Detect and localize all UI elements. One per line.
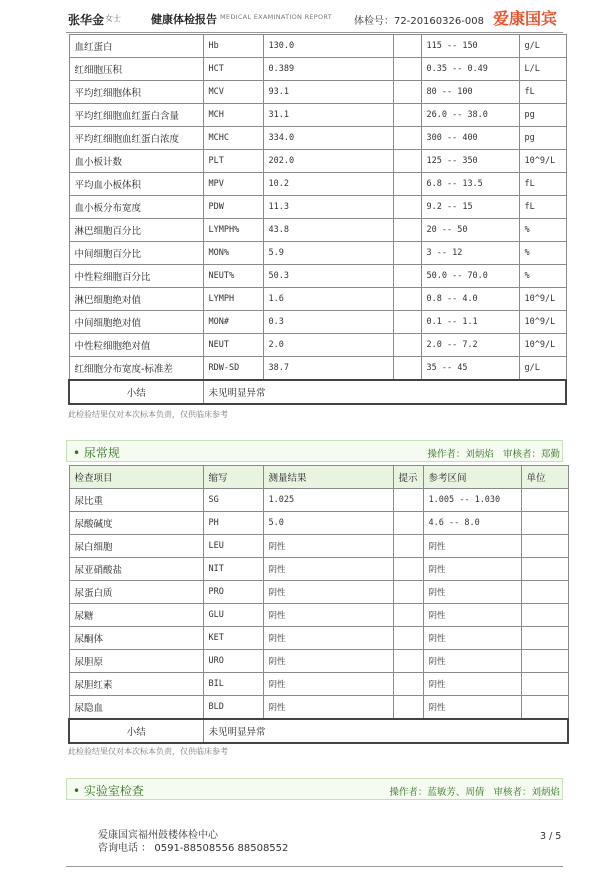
table-cell [393,673,423,696]
table-cell [393,311,421,334]
operator: 操作者：蓝敏芳、周倩 [389,787,485,798]
table-row [69,673,568,696]
reviewer: 审核者：郑勤 [502,449,560,460]
summary-label: 小结 [69,380,203,404]
table-row [69,627,568,650]
table-cell [393,81,421,104]
table-cell: 淋巴细胞百分比 [69,219,203,242]
table-cell [393,35,421,58]
table-cell: % [519,242,566,265]
table-cell: 尿糖 [69,604,203,627]
section-meta [389,784,560,798]
table-cell: 阴性 [423,696,521,720]
table-cell: 35 -- 45 [421,357,519,381]
table-cell: 20 -- 50 [421,219,519,242]
column-header: 检查项目 [69,466,203,489]
table-cell: 尿胆原 [69,650,203,673]
exam-number: 体检号：72-20160326-008 [354,16,484,27]
table-cell [521,650,568,673]
footer-phone: 咨询电话 ： 0591-88508556 88508552 [98,843,289,854]
table-row [69,242,566,265]
table-cell: RDW-SD [203,357,263,381]
table-row [69,104,566,127]
table-cell: 334.0 [263,127,393,150]
table-row [69,219,566,242]
table-cell: 平均红细胞体积 [69,81,203,104]
table-cell [521,696,568,720]
table-cell: 血小板计数 [69,150,203,173]
section-meta [427,446,560,460]
table-cell: 阴性 [423,673,521,696]
table-cell: 平均红细胞血红蛋白浓度 [69,127,203,150]
table-row [69,288,566,311]
table-row [69,581,568,604]
table-row [69,311,566,334]
table-cell: MCHC [203,127,263,150]
column-header: 单位 [521,466,568,489]
table-cell [393,242,421,265]
patient-name: 张华金 [68,13,105,27]
table-cell: 尿白细胞 [69,535,203,558]
table-cell: 红细胞压积 [69,58,203,81]
table-cell: 5.0 [263,512,393,535]
table-cell: 2.0 -- 7.2 [421,334,519,357]
report-header [0,0,604,34]
table-cell [393,650,423,673]
table-cell [393,489,423,512]
table-cell: g/L [519,35,566,58]
table-row [69,35,566,58]
table-cell: 93.1 [263,81,393,104]
table-cell: 1.6 [263,288,393,311]
table-cell: HCT [203,58,263,81]
table-cell [393,196,421,219]
table-cell: 尿蛋白质 [69,581,203,604]
table-row [69,558,568,581]
table-cell [393,558,423,581]
table-cell: PRO [203,581,263,604]
table-cell: 中间细胞百分比 [69,242,203,265]
table-cell: LEU [203,535,263,558]
table-cell: 淋巴细胞绝对值 [69,288,203,311]
summary-label: 小结 [69,719,203,743]
table-cell: 阴性 [423,627,521,650]
table-cell: 阴性 [263,581,393,604]
column-header: 缩写 [203,466,263,489]
table-cell: 125 -- 350 [421,150,519,173]
table-cell: 5.9 [263,242,393,265]
table-cell [521,558,568,581]
summary-row [69,380,566,404]
column-header: 测量结果 [263,466,393,489]
table-cell: 阴性 [423,581,521,604]
lab-section-header [66,778,563,800]
table-cell: BIL [203,673,263,696]
table-cell: 10^9/L [519,288,566,311]
table-cell: 血小板分布宽度 [69,196,203,219]
table-cell: 中性粒细胞绝对值 [69,334,203,357]
table-cell: 0.1 -- 1.1 [421,311,519,334]
table-cell: % [519,219,566,242]
table-cell: 10^9/L [519,334,566,357]
table-cell: 10.2 [263,173,393,196]
urine-routine-table [68,465,569,744]
table-row [69,604,568,627]
table-cell: 50.3 [263,265,393,288]
table-cell: g/L [519,357,566,381]
table-cell: 50.0 -- 70.0 [421,265,519,288]
table-cell: NEUT% [203,265,263,288]
summary-row [69,719,568,743]
table-cell: 阴性 [263,604,393,627]
table-row [69,334,566,357]
table-cell: 阴性 [423,650,521,673]
table-row [69,127,566,150]
table-cell [393,627,423,650]
table-cell: LYMPH [203,288,263,311]
table-cell: PLT [203,150,263,173]
table-cell: NIT [203,558,263,581]
table-row [69,696,568,720]
table-cell [393,219,421,242]
table-cell: 10^9/L [519,311,566,334]
table-cell: 中性粒细胞百分比 [69,265,203,288]
table-cell: pg [519,104,566,127]
table-cell: fL [519,196,566,219]
table-cell: URO [203,650,263,673]
table-cell: 尿酸碱度 [69,512,203,535]
patient-gender: 女士 [105,14,121,23]
table-cell: KET [203,627,263,650]
table-cell: MON% [203,242,263,265]
summary-text: 未见明显异常 [203,719,568,743]
table-cell: Hb [203,35,263,58]
table-cell [393,58,421,81]
footer-divider [66,866,563,867]
table-row [69,650,568,673]
table-cell [521,627,568,650]
table-cell: 3 -- 12 [421,242,519,265]
table-cell [521,535,568,558]
report-subtitle: MEDICAL EXAMINATION REPORT [220,13,333,21]
table-cell [393,535,423,558]
table-row [69,265,566,288]
table-cell: 38.7 [263,357,393,381]
brand-logo: 爱康国宾 [493,9,558,28]
table-row [69,150,566,173]
table-cell: 阴性 [263,627,393,650]
table-cell: 尿隐血 [69,696,203,720]
table-cell: 0.35 -- 0.49 [421,58,519,81]
table-cell: 阴性 [263,650,393,673]
table-cell: SG [203,489,263,512]
table-row [69,196,566,219]
table-cell: 阴性 [423,604,521,627]
table-cell [393,104,421,127]
table-cell: 2.0 [263,334,393,357]
table-row [69,58,566,81]
table-cell: 平均红细胞血红蛋白含量 [69,104,203,127]
table-cell: 10^9/L [519,150,566,173]
table-cell: 26.0 -- 38.0 [421,104,519,127]
table-cell: fL [519,81,566,104]
table-cell: 阴性 [423,558,521,581]
page-number: 3 / 5 [540,831,562,842]
table-cell: 红细胞分布宽度-标准差 [69,357,203,381]
table-cell [521,581,568,604]
reviewer: 审核者：刘炳焰 [493,787,560,798]
table-cell: 202.0 [263,150,393,173]
table-cell: LYMPH% [203,219,263,242]
table-cell: 中间细胞绝对值 [69,311,203,334]
table-cell: NEUT [203,334,263,357]
table-cell: 平均血小板体积 [69,173,203,196]
table-cell: 9.2 -- 15 [421,196,519,219]
footer-organization: 爱康国宾福州鼓楼体检中心 [98,830,218,841]
table-row [69,489,568,512]
disclaimer-note: 此检验结果仅对本次标本负责，仅供临床参考 [68,410,228,419]
table-cell [393,288,421,311]
table-cell: 6.8 -- 13.5 [421,173,519,196]
table-cell: 尿亚硝酸盐 [69,558,203,581]
table-cell: 0.389 [263,58,393,81]
table-cell: MON# [203,311,263,334]
table-row [69,81,566,104]
table-cell: L/L [519,58,566,81]
table-cell: 4.6 -- 8.0 [423,512,521,535]
table-cell: 阴性 [263,696,393,720]
table-cell [393,173,421,196]
table-cell: % [519,265,566,288]
table-row [69,357,566,381]
table-cell: 阴性 [263,558,393,581]
table-cell: MCH [203,104,263,127]
table-cell [393,265,421,288]
table-cell: 130.0 [263,35,393,58]
table-row [69,173,566,196]
table-cell [393,127,421,150]
urine-section-header [66,440,563,462]
table-cell [521,673,568,696]
table-cell: 1.025 [263,489,393,512]
header-divider [66,32,563,33]
disclaimer-note: 此检验结果仅对本次标本负责，仅供临床参考 [68,747,228,756]
table-cell: 300 -- 400 [421,127,519,150]
table-cell: 尿比重 [69,489,203,512]
table-cell [393,150,421,173]
blood-routine-table [68,34,567,405]
report-title: 健康体检报告 [151,13,217,26]
table-cell: BLD [203,696,263,720]
table-cell [393,334,421,357]
section-title: • 尿常规 [73,446,120,460]
summary-text: 未见明显异常 [203,380,566,404]
table-cell [521,512,568,535]
table-cell: PH [203,512,263,535]
table-cell: 阴性 [263,535,393,558]
column-header: 提示 [393,466,423,489]
table-cell: 11.3 [263,196,393,219]
table-cell: 阴性 [263,673,393,696]
section-title: • 实验室检查 [73,784,144,798]
table-cell: 1.005 -- 1.030 [423,489,521,512]
table-cell [521,604,568,627]
operator: 操作者：刘炳焰 [427,449,494,460]
table-cell: PDW [203,196,263,219]
table-cell: 31.1 [263,104,393,127]
table-cell: GLU [203,604,263,627]
table-cell [393,512,423,535]
table-cell: 115 -- 150 [421,35,519,58]
table-row [69,535,568,558]
table-cell: 尿酮体 [69,627,203,650]
table-cell: 0.8 -- 4.0 [421,288,519,311]
table-cell: 阴性 [423,535,521,558]
table-cell [393,357,421,381]
table-cell [393,604,423,627]
table-cell [521,489,568,512]
table-cell: 43.8 [263,219,393,242]
table-cell [393,581,423,604]
table-cell: fL [519,173,566,196]
table-cell: MPV [203,173,263,196]
table-cell: 尿胆红素 [69,673,203,696]
table-cell: 血红蛋白 [69,35,203,58]
column-header: 参考区间 [423,466,521,489]
table-cell [393,696,423,720]
table-cell: 0.3 [263,311,393,334]
table-row [69,512,568,535]
table-cell: 80 -- 100 [421,81,519,104]
table-cell: MCV [203,81,263,104]
table-cell: pg [519,127,566,150]
